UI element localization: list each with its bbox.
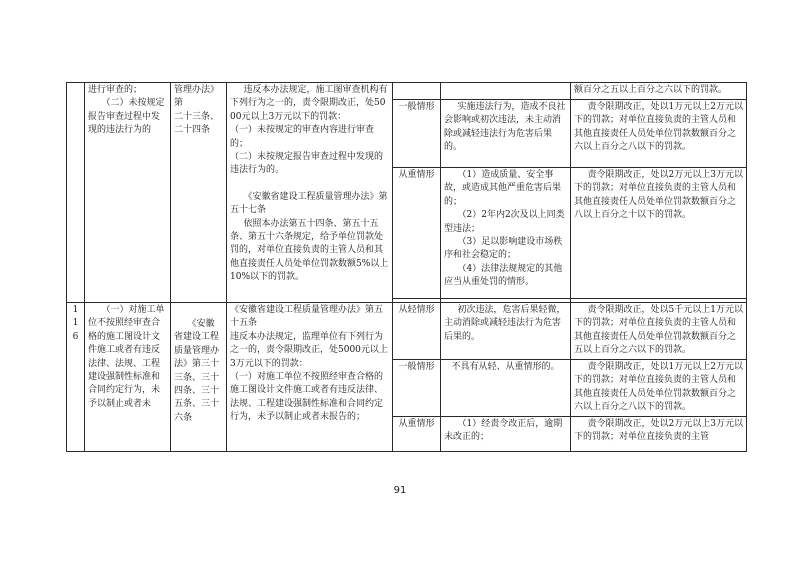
violation-text: （二）未按规定报告审查过程中发现的违法行为的 — [88, 98, 165, 136]
circumstance-cell — [441, 417, 571, 452]
provision-text: 违反本办法规定，施工图审查机构有下列行为之一的，责令限期改正，处5000元以上3万元以下的罚款： — [230, 85, 388, 122]
circumstance-cell: 不具有从轻、从重情形的。 — [441, 360, 571, 417]
circumstance-level-cell: 一般情形 — [393, 100, 441, 168]
legal-basis-cell — [171, 303, 227, 452]
penalty-text: 责令限期改正，处以2万元以上3万元以下的罚款；对单位直接负责的主管人员和其他直接责任人员处单位罚款数额百分之八以上百分之十以下的罚款。 — [574, 170, 743, 221]
item-number-cell: 116 — [67, 303, 85, 452]
circumstance-level-cell: 从重情形 — [393, 168, 441, 299]
circumstance-text: 实施违法行为，造成不良社会影响或初次违法，未主动消除或减轻违法行为危害后果的。 — [444, 102, 566, 153]
penalty-provision-cell — [227, 83, 393, 303]
circumstance-text: （2）2年内2次及以上同类型违法； — [444, 210, 565, 234]
provision-text: （一）对施工单位不按照经审查合格的施工图设计文件施工或者有违反法律、法规、工程建设强制性标准和合同约定行为，未予以制止或者未报告的； — [230, 372, 384, 423]
penalty-standard-cell — [571, 303, 747, 360]
penalty-text: 责令限期改正，处以2万元以上3万元以下的罚款；对单位直接负责的主管 — [574, 419, 743, 443]
violation-text: （一）对施工单位不按照经审查合格的施工图设计文件施工或者有违反法律、法规、工程建设强制性标准和合同约定行为，未予以制止或者未 — [88, 305, 165, 409]
provision-text: 依照本办法第五十四条、第五十五条、第五十六条规定，给予单位罚款处罚的，对单位直接负责的主管人员和其他直接责任人员处单位罚款数额5%以上10%以下的罚款。 — [230, 218, 389, 283]
circumstance-text: （3）足以影响建设市场秩序和社会稳定的； — [444, 237, 563, 261]
provision-text: 《安徽省建设工程质量管理办法》第五十五条 — [230, 305, 384, 329]
page-number: 91 — [393, 485, 407, 496]
penalty-text: 责令限期改正，处以5千元以上1万元以下的罚款；对单位直接负责的主管人员和其他直接责任人员处单位罚款数额百分之五以上百分之六以下的罚款。 — [574, 305, 743, 356]
circumstance-text: （1）造成质量、安全事故，或造成其他严重危害后果的； — [444, 170, 562, 207]
provision-text: （二）未按规定报告审查过程中发现的违法行为的。 — [230, 152, 384, 176]
violation-text: 进行审查的； — [88, 85, 143, 95]
violation-cell — [85, 83, 171, 303]
circumstance-cell — [441, 303, 571, 360]
table-row — [67, 303, 747, 360]
penalty-text: 责令限期改正，处以1万元以上2万元以下的罚款；对单位直接负责的主管人员和其他直接责任人员处单位罚款数额百分之六以上百分之八以下的罚款。 — [574, 362, 743, 413]
provision-text: （一）未按规定的审查内容进行审查的； — [230, 125, 375, 149]
penalty-provision-cell — [227, 303, 393, 452]
penalty-standard-cell — [571, 100, 747, 168]
circumstance-level-cell: 一般情形 — [393, 360, 441, 417]
penalty-standard-cell: 额百分之五以上百分之六以下的罚款。 — [571, 83, 747, 100]
circumstance-text: （1）经责令改正后，逾期未改正的； — [444, 419, 563, 443]
circumstance-level-cell — [393, 83, 441, 100]
provision-text: 《安徽省建设工程质量管理办法》第五十七条 — [230, 191, 388, 216]
item-number-cell — [67, 83, 85, 303]
penalty-standards-table — [66, 82, 747, 452]
circumstance-cell — [441, 83, 571, 100]
penalty-standard-cell — [571, 360, 747, 417]
circumstance-text: （4）法律法规规定的其他应当从重处罚的情形。 — [444, 263, 563, 288]
penalty-standard-cell — [571, 417, 747, 452]
penalty-text: 责令限期改正，处以1万元以上2万元以下的罚款；对单位直接负责的主管人员和其他直接责任人员处单位罚款数额百分之六以上百分之八以下的罚款。 — [574, 102, 743, 153]
legal-basis-text: 管理办法》第 — [174, 85, 220, 109]
violation-cell — [85, 303, 171, 452]
circumstance-cell — [441, 168, 571, 299]
circumstance-text: 初次违法，危害后果轻微，主动消除或减轻违法行为危害后果的。 — [444, 305, 566, 342]
legal-basis-text: 《安徽省建设工程质量管理办法》第三十三条、三十四条、三十五条、三十六条 — [174, 319, 220, 423]
circumstance-cell — [441, 100, 571, 168]
legal-basis-cell — [171, 83, 227, 303]
table-row — [67, 83, 747, 100]
legal-basis-text: 二十三条、二十四条 — [174, 111, 220, 136]
circumstance-level-cell: 从轻情形 — [393, 303, 441, 360]
provision-text: 违反本办法规定，监理单位有下列行为之一的，责令限期改正，处5000元以上3万元以下的罚款： — [230, 331, 388, 369]
penalty-standard-cell — [571, 168, 747, 299]
circumstance-level-cell: 从重情形 — [393, 417, 441, 452]
